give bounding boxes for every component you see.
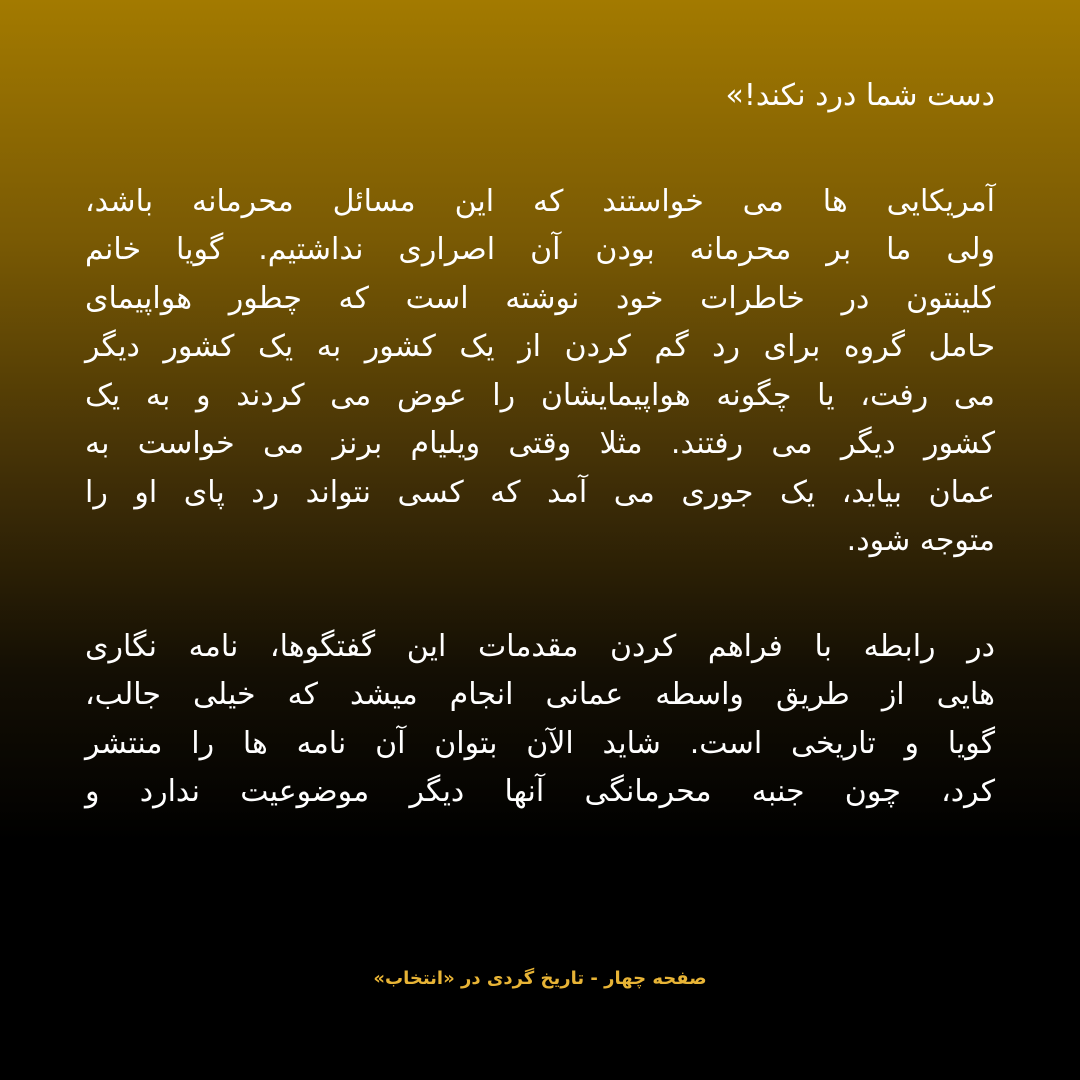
- text-line: گویا و تاریخی است. شاید الآن بتوان آن نامه ها را منتشر: [85, 725, 995, 761]
- text-line: عمان بیاید، یک جوری می آمد که کسی نتواند رد پای او را: [85, 474, 995, 510]
- text-line: هایی از طریق واسطه عمانی انجام میشد که خیلی جالب،: [85, 677, 995, 712]
- article-body: [85, 72, 995, 817]
- text-line: متوجه شود.: [846, 523, 995, 558]
- paragraph-1: [85, 178, 995, 566]
- page-footer: صفحه چهار - تاریخ گردی در «انتخاب»: [373, 968, 707, 989]
- text-line: در رابطه با فراهم کردن مقدمات این گفتگوها، نامه نگاری: [85, 628, 995, 664]
- text-line: کرد، چون جنبه محرمانگی آنها دیگر موضوعیت ندارد و: [85, 774, 995, 809]
- paragraph-2: [85, 623, 995, 817]
- text-line: کلینتون در خاطرات خود نوشته است که چطور هواپیمای: [85, 280, 995, 316]
- text-line: حامل گروه برای رد گم کردن از یک کشور به یک کشور دیگر: [85, 329, 995, 364]
- intro-line: دست شما درد نکند!»: [725, 78, 995, 113]
- text-line: کشور دیگر می رفتند. مثلا وقتی ویلیام برنز می خواست به: [85, 426, 995, 461]
- text-line: آمریکایی ها می خواستند که این مسائل محرمانه باشد،: [85, 183, 995, 219]
- text-line: می رفت، یا چگونه هواپیمایشان را عوض می کردند و به یک: [85, 377, 995, 413]
- text-line: ولی ما بر محرمانه بودن آن اصراری نداشتیم. گویا خانم: [85, 232, 995, 267]
